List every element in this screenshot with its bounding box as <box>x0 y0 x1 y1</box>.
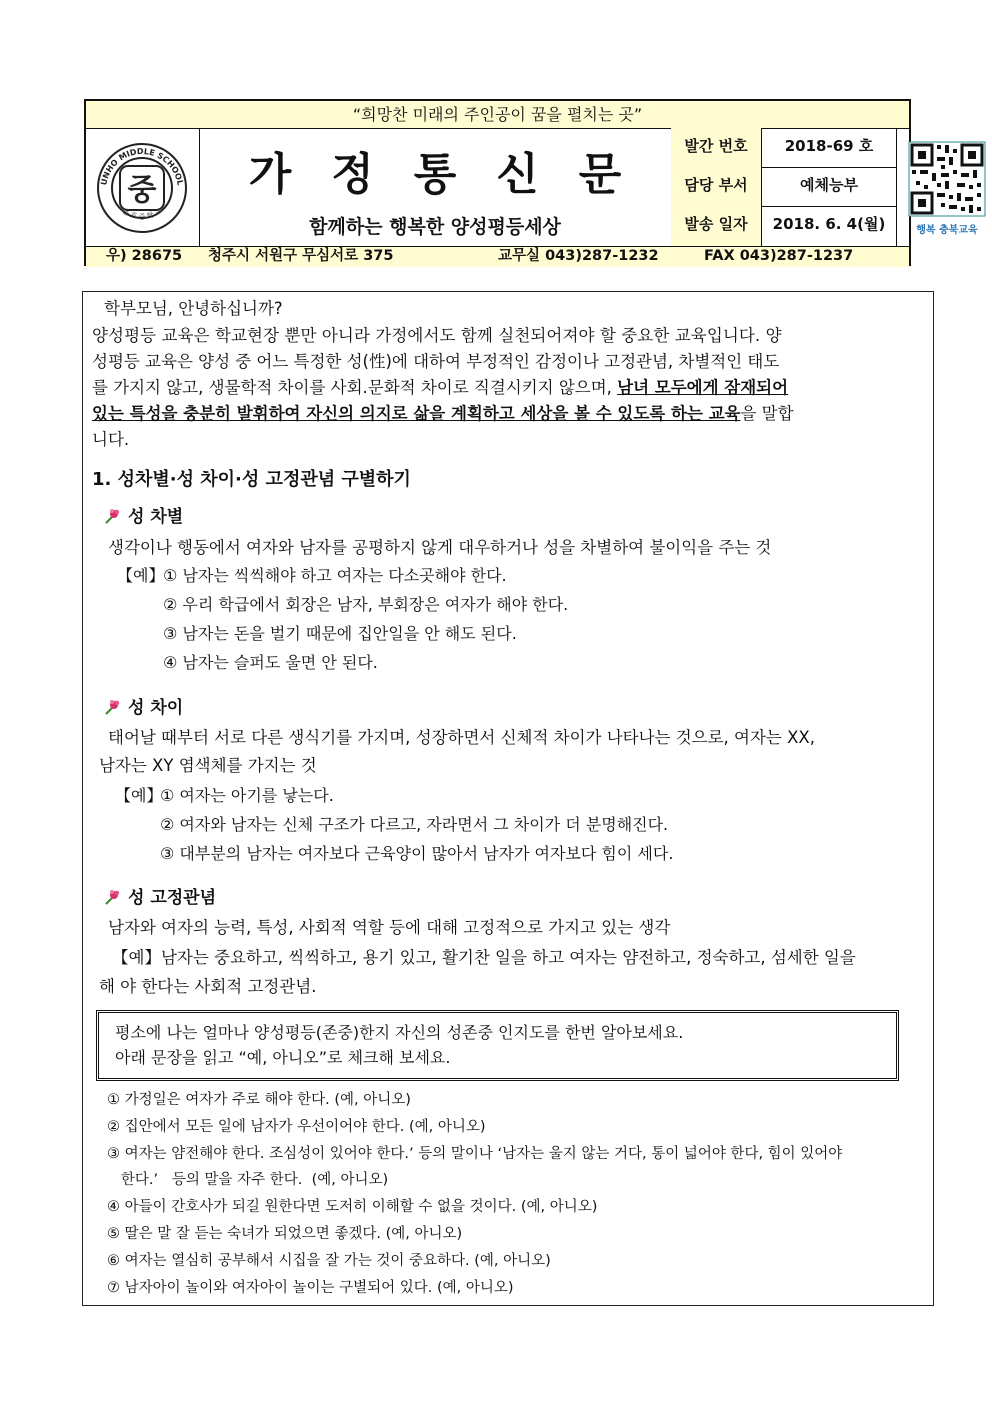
check-item-3: ③ 여자는 얌전해야 한다. 조심성이 있어야 한다.’ 등의 말이나 ‘남자는 울지 않는 거다, 통이 넓어야 한다, 힘이 있어야 <box>107 1146 843 1162</box>
stereotype-example-text: 남자는 중요하고, 씩씩하고, 용기 있고, 활기찬 일을 하고 여자는 얌전하고, 정숙하고, 섬세한 일을 <box>160 948 856 967</box>
difference-example-tag: 【예】 <box>115 786 163 805</box>
intro-line-2: 성평등 교육은 양성 중 어느 특정한 성(性)에 대하여 부정적인 감정이나 고정관념, 차별적인 태도 <box>92 352 780 371</box>
qr-code-icon <box>897 128 992 246</box>
section-1-title: 1. 성차별·성 차이·성 고정관념 구별하기 <box>92 469 411 490</box>
fax-number: FAX 043)287-1237 <box>704 248 854 264</box>
difference-heading-text: 성 차이 <box>128 698 184 718</box>
send-date-value: 2018. 6. 4(월) <box>772 215 886 233</box>
difference-example-2: ② 여자와 남자는 신체 구조가 다르고, 자라면서 그 차이가 더 분명해진다. <box>160 815 669 834</box>
intro-line-4 <box>92 401 794 427</box>
difference-example-1: ① 여자는 아기를 낳는다. <box>160 786 334 805</box>
intro-line-5: 니다. <box>92 430 130 449</box>
send-date-label: 발송 일자 <box>671 206 762 246</box>
header-title-area <box>199 128 672 246</box>
check-item-6: ⑥ 여자는 열심히 공부해서 시집을 잘 가는 것이 중요하다. (예, 아니오) <box>107 1253 551 1269</box>
send-date-row <box>671 206 896 246</box>
stereotype-heading <box>104 885 216 911</box>
self-check-instruction-2: 아래 문장을 읽고 “예, 아니오”로 체크해 보세요. <box>115 1048 451 1067</box>
intro-line-1: 양성평등 교육은 학교현장 뿐만 아니라 가정에서도 함께 실천되어져야 할 중요한 교육입니다. 양 <box>92 326 782 345</box>
school-logo <box>86 128 200 246</box>
intro-line-3-plain: 를 가지지 않고, 생물학적 차이를 사회.문화적 차이로 직결시키지 않으며, <box>92 378 618 397</box>
difference-heading <box>104 695 183 721</box>
issue-info-table <box>671 128 896 246</box>
discrimination-example-3: ③ 남자는 돈을 벌기 때문에 집안일을 안 해도 된다. <box>163 624 517 643</box>
newsletter-subtitle: 함께하는 행복한 양성평등세상 <box>309 216 561 238</box>
logo-center-char: 중 <box>127 173 157 208</box>
difference-definition-2: 남자는 XY 염색체를 가지는 것 <box>99 756 317 775</box>
logo-ring-text: UNHO MIDDLE SCHOOL <box>99 146 185 187</box>
school-emblem-icon <box>86 128 199 246</box>
stereotype-example-line-2: 해 야 한다는 사회적 고정관념. <box>99 977 317 996</box>
stereotype-heading-text: 성 고정관념 <box>128 888 217 908</box>
intro-line-4-emphasis: 있는 특성을 충분히 발휘하여 자신의 의지로 삶을 계획하고 세상을 볼 수 있도록 하는 교육 <box>92 404 741 423</box>
discrimination-example-1: ① 남자는 씩씩해야 하고 여자는 다소곳해야 한다. <box>163 566 507 585</box>
issue-number-row <box>671 128 896 168</box>
self-check-instruction-1: 평소에 나는 얼마나 양성평등(존중)한지 자신의 성존중 인지도를 한번 알아보세요. <box>115 1023 684 1042</box>
check-item-7: ⑦ 남자아이 놀이와 여자아이 놀이는 구별되어 있다. (예, 아니오) <box>107 1280 514 1296</box>
school-contact-bar <box>86 246 909 267</box>
office-phone: 교무실 043)287-1232 <box>498 248 659 264</box>
postal-code: 우) 28675 <box>106 248 183 264</box>
department-value: 예체능부 <box>800 176 858 194</box>
discrimination-example-tag: 【예】 <box>117 566 165 585</box>
check-item-4: ④ 아들이 간호사가 되길 원한다면 도저히 이해할 수 없을 것이다. (예, 아니오) <box>107 1199 598 1215</box>
difference-definition-1: 태어날 때부터 서로 다른 생식기를 가지며, 성장하면서 신체적 차이가 나타나는 것으로, 여자는 XX, <box>108 728 815 747</box>
logo-bottom-text: 운 호 중 학 교 <box>120 207 164 221</box>
intro-line-4-plain: 을 말합 <box>740 404 794 423</box>
school-address: 청주시 서원구 무심서로 375 <box>208 248 394 264</box>
stereotype-definition: 남자와 여자의 능력, 특성, 사회적 역할 등에 대해 고정적으로 가지고 있는 생각 <box>108 918 671 937</box>
discrimination-definition: 생각이나 행동에서 여자와 남자를 공평하지 않게 대우하거나 성을 차별하여 불이익을 주는 것 <box>108 538 772 557</box>
discrimination-heading <box>104 504 183 530</box>
department-label: 담당 부서 <box>671 167 762 206</box>
issue-number-value: 2018-69 호 <box>784 137 874 155</box>
newsletter-title: 가정통신문 <box>248 149 662 200</box>
discrimination-example-2: ② 우리 학급에서 회장은 남자, 부회장은 여자가 해야 한다. <box>163 595 569 614</box>
issue-number-label: 발간 번호 <box>671 128 762 167</box>
check-item-2: ② 집안에서 모든 일에 남자가 우선이어야 한다. (예, 아니오) <box>107 1119 486 1135</box>
difference-example-3: ③ 대부분의 남자는 여자보다 근육양이 많아서 남자가 여자보다 힘이 세다. <box>160 844 674 863</box>
newsletter-header <box>84 99 978 266</box>
flower-icon <box>104 508 120 524</box>
school-motto: “희망찬 미래의 주인공이 꿈을 펼치는 곳” <box>86 101 909 129</box>
stereotype-example-tag: 【예】 <box>112 948 161 967</box>
flower-icon <box>104 699 120 715</box>
qr-caption: 행복 충북교육 <box>916 225 978 236</box>
check-item-1: ① 가정일은 여자가 주로 해야 한다. (예, 아니오) <box>107 1092 411 1108</box>
discrimination-example-4: ④ 남자는 슬퍼도 울면 안 된다. <box>163 653 378 672</box>
department-row <box>671 167 896 207</box>
check-item-5: ⑤ 딸은 말 잘 듣는 숙녀가 되었으면 좋겠다. (예, 아니오) <box>107 1226 463 1242</box>
flower-icon <box>104 889 120 905</box>
greeting: 학부모님, 안녕하십니까? <box>104 299 283 318</box>
intro-line-3-emphasis: 남녀 모두에게 잠재되어 <box>617 378 789 397</box>
check-item-3-continued: 한다.’ 등의 말을 자주 한다. (예, 아니오) <box>107 1172 389 1188</box>
qr-code-block <box>896 128 992 246</box>
stereotype-example-line-1 <box>112 945 856 971</box>
intro-line-3 <box>92 375 788 401</box>
discrimination-heading-text: 성 차별 <box>128 507 184 527</box>
